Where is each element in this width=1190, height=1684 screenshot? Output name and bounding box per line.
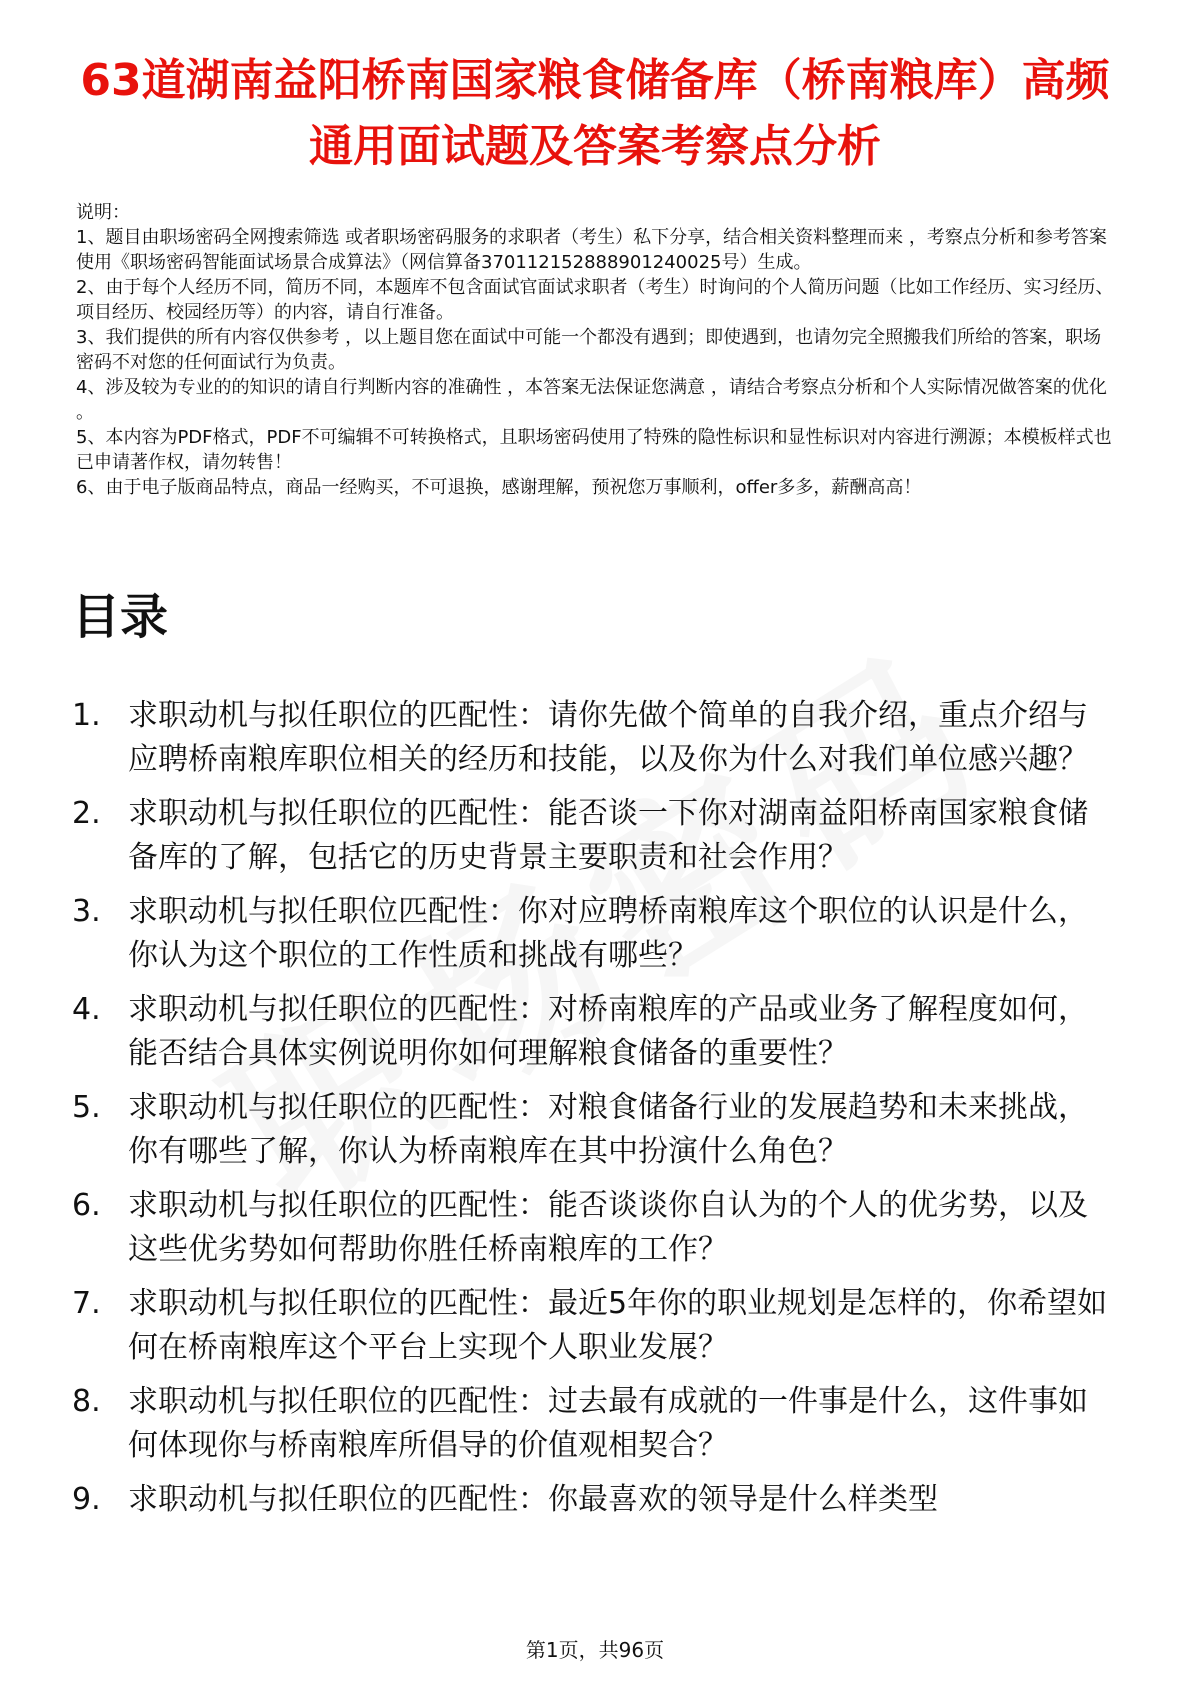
note-item: 6、由于电子版商品特点，商品一经购买，不可退换，感谢理解，预祝您万事顺利，offer多多，薪酬高高！	[76, 477, 922, 498]
toc-item-number: 8.	[72, 1384, 101, 1419]
toc-item[interactable]	[72, 1086, 1112, 1174]
toc-item-number: 6.	[72, 1188, 101, 1223]
toc-item-number: 9.	[72, 1482, 101, 1517]
toc-item-number: 5.	[72, 1090, 101, 1125]
toc-list	[72, 694, 1112, 1532]
toc-item-text[interactable]: 求职动机与拟任职位的匹配性：最近5年你的职业规划是怎样的，你希望如何在桥南粮库这个平台上实现个人职业发展？	[128, 1286, 1108, 1365]
note-item: 2、由于每个人经历不同，简历不同，本题库不包含面试官面试求职者（考生）时询问的个人简历问题（比如工作经历、实习经历、项目经历、校园经历等）的内容，请自行准备。	[76, 277, 1114, 323]
toc-item-number: 4.	[72, 992, 101, 1027]
toc-item-number: 3.	[72, 894, 101, 929]
notes-heading: 说明：	[76, 202, 130, 223]
toc-item-text[interactable]: 求职动机与拟任职位的匹配性：对粮食储备行业的发展趋势和未来挑战，你有哪些了解，你认为桥南粮库在其中扮演什么角色？	[128, 1090, 1088, 1169]
note-item: 1、题目由职场密码全网搜索筛选 或者职场密码服务的求职者（考生）私下分享，结合相关资料整理而来 ，考察点分析和参考答案使用《职场密码智能面试场景合成算法》（网信算备370112152888901240025号）生成。	[76, 227, 1107, 273]
page-footer: 第1页，共96页	[525, 1638, 665, 1662]
note-item: 5、本内容为PDF格式，PDF不可编辑不可转换格式，且职场密码使用了特殊的隐性标识和显性标识对内容进行溯源；本模板样式也已申请著作权，请勿转售！	[76, 427, 1112, 473]
toc-item-number: 7.	[72, 1286, 101, 1321]
toc-heading: 目录	[72, 589, 169, 645]
toc-item[interactable]	[72, 1184, 1112, 1272]
toc-item-text[interactable]: 求职动机与拟任职位匹配性：你对应聘桥南粮库这个职位的认识是什么，你认为这个职位的工作性质和挑战有哪些？	[128, 894, 1088, 973]
toc-item[interactable]	[72, 988, 1112, 1076]
toc-item[interactable]	[72, 1478, 1112, 1522]
toc-item-text[interactable]: 求职动机与拟任职位的匹配性：你最喜欢的领导是什么样类型	[128, 1482, 938, 1517]
toc-item-number: 2.	[72, 796, 101, 831]
toc-item-text[interactable]: 求职动机与拟任职位的匹配性：对桥南粮库的产品或业务了解程度如何，能否结合具体实例说明你如何理解粮食储备的重要性？	[128, 992, 1088, 1071]
toc-item-text[interactable]: 求职动机与拟任职位的匹配性：过去最有成就的一件事是什么，这件事如何体现你与桥南粮库所倡导的价值观相契合？	[128, 1384, 1088, 1463]
toc-item-text[interactable]: 求职动机与拟任职位的匹配性：请你先做个简单的自我介绍，重点介绍与应聘桥南粮库职位相关的经历和技能，以及你为什么对我们单位感兴趣？	[128, 698, 1088, 777]
toc-item-number: 1.	[72, 698, 101, 733]
notes-section	[76, 200, 1116, 500]
toc-item[interactable]	[72, 1282, 1112, 1370]
note-item: 3、我们提供的所有内容仅供参考 ，以上题目您在面试中可能一个都没有遇到；即使遇到，也请勿完全照搬我们所给的答案，职场密码不对您的任何面试行为负责。	[76, 327, 1102, 373]
toc-item-text[interactable]: 求职动机与拟任职位的匹配性：能否谈一下你对湖南益阳桥南国家粮食储备库的了解，包括它的历史背景主要职责和社会作用？	[128, 796, 1088, 875]
toc-item[interactable]	[72, 890, 1112, 978]
toc-item-text[interactable]: 求职动机与拟任职位的匹配性：能否谈谈你自认为的个人的优劣势，以及这些优劣势如何帮助你胜任桥南粮库的工作？	[128, 1188, 1088, 1267]
note-item: 4、涉及较为专业的的知识的请自行判断内容的准确性 ，本答案无法保证您满意 ，请结合考察点分析和个人实际情况做答案的优化 。	[76, 377, 1107, 423]
toc-item[interactable]	[72, 792, 1112, 880]
document-title: 63道湖南益阳桥南国家粮食储备库（桥南粮库）高频通用面试题及答案考察点分析	[80, 55, 1110, 172]
toc-item[interactable]	[72, 1380, 1112, 1468]
toc-item[interactable]	[72, 694, 1112, 782]
